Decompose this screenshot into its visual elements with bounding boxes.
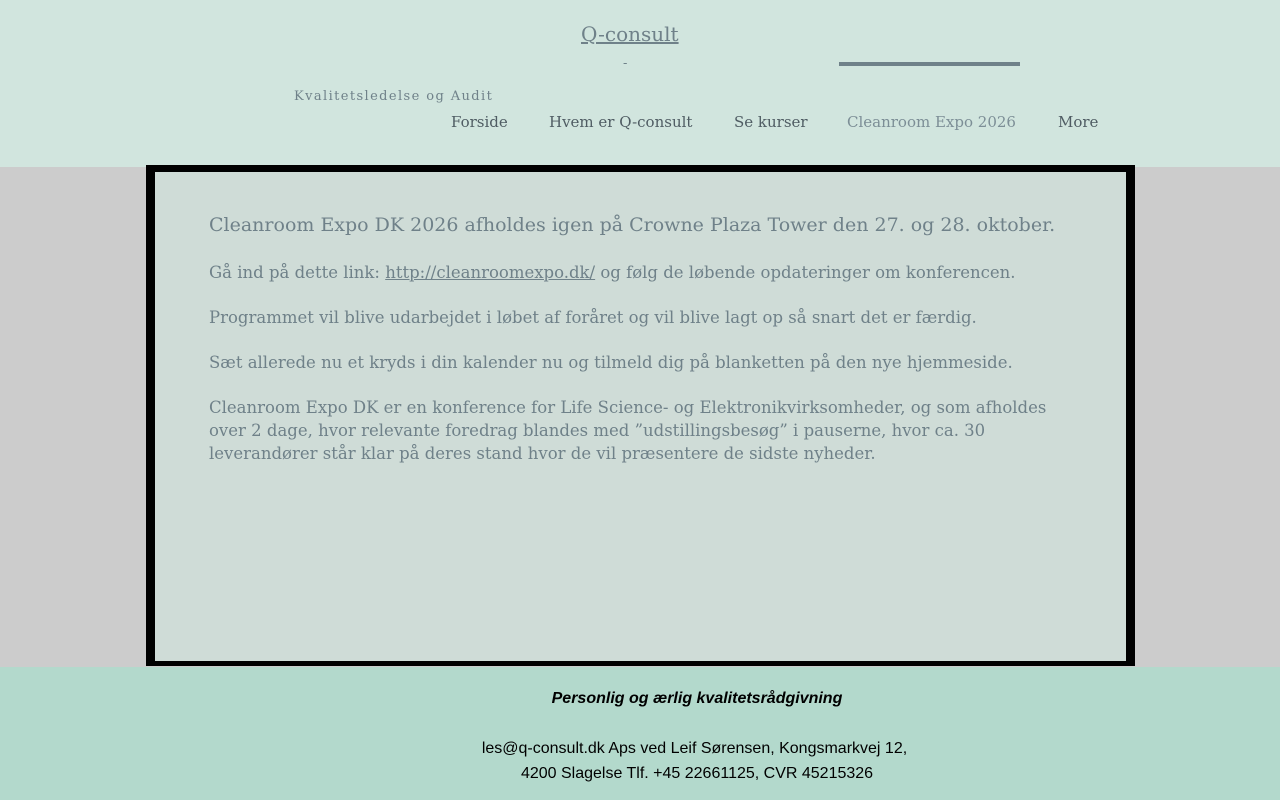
nav-item-se-kurser[interactable]: Se kurser xyxy=(734,113,808,131)
footer-contact-line-1: les@q-consult.dk Aps ved Leif Sørensen, Kongsmarkvej 12, xyxy=(481,740,908,757)
site-header xyxy=(0,0,1280,167)
calendar-paragraph: Sæt allerede nu et kryds i din kalender nu og tilmeld dig på blanketten på den nye hjemmeside. xyxy=(209,353,1013,372)
logo-dash: - xyxy=(623,56,628,71)
site-logo-link[interactable]: Q-consult xyxy=(581,22,679,46)
link-prefix: Gå ind på dette link: xyxy=(209,263,386,282)
nav-item-more[interactable]: More xyxy=(1058,113,1099,131)
main-content xyxy=(209,212,1056,487)
description-paragraph: Cleanroom Expo DK er en konference for Life Science- og Elektronikvirksomheder, og som afholdes over 2 dage, hvor relevante foredrag blandes med ”udstillingsbesøg” i pauserne, hvor ca. 30 leverandører står klar på deres stand hvor de vil præsentere de sidste nyheder. xyxy=(209,398,1047,463)
active-nav-indicator xyxy=(839,62,1020,66)
program-paragraph: Programmet vil blive udarbejdet i løbet af foråret og vil blive lagt op så snart det er færdig. xyxy=(209,308,977,327)
site-footer xyxy=(0,667,1280,800)
content-heading: Cleanroom Expo DK 2026 afholdes igen på Crowne Plaza Tower den 27. og 28. oktober. xyxy=(209,214,1056,236)
cleanroomexpo-link[interactable]: http://cleanroomexpo.dk/ xyxy=(385,263,596,282)
link-suffix: og følg de løbende opdateringer om konferencen. xyxy=(595,263,1016,282)
main-nav xyxy=(0,113,1280,135)
nav-item-cleanroom-expo-2026[interactable]: Cleanroom Expo 2026 xyxy=(847,113,1016,131)
footer-slogan: Personlig og ærlig kvalitetsrådgivning xyxy=(551,690,843,707)
site-tagline: Kvalitetsledelse og Audit xyxy=(294,89,494,104)
footer-contact-line-2: 4200 Slagelse Tlf. +45 22661125, CVR 45215326 xyxy=(520,765,874,782)
nav-item-forside[interactable]: Forside xyxy=(451,113,508,131)
nav-item-hvem-er-q-consult[interactable]: Hvem er Q-consult xyxy=(549,113,693,131)
link-paragraph xyxy=(209,261,1049,284)
